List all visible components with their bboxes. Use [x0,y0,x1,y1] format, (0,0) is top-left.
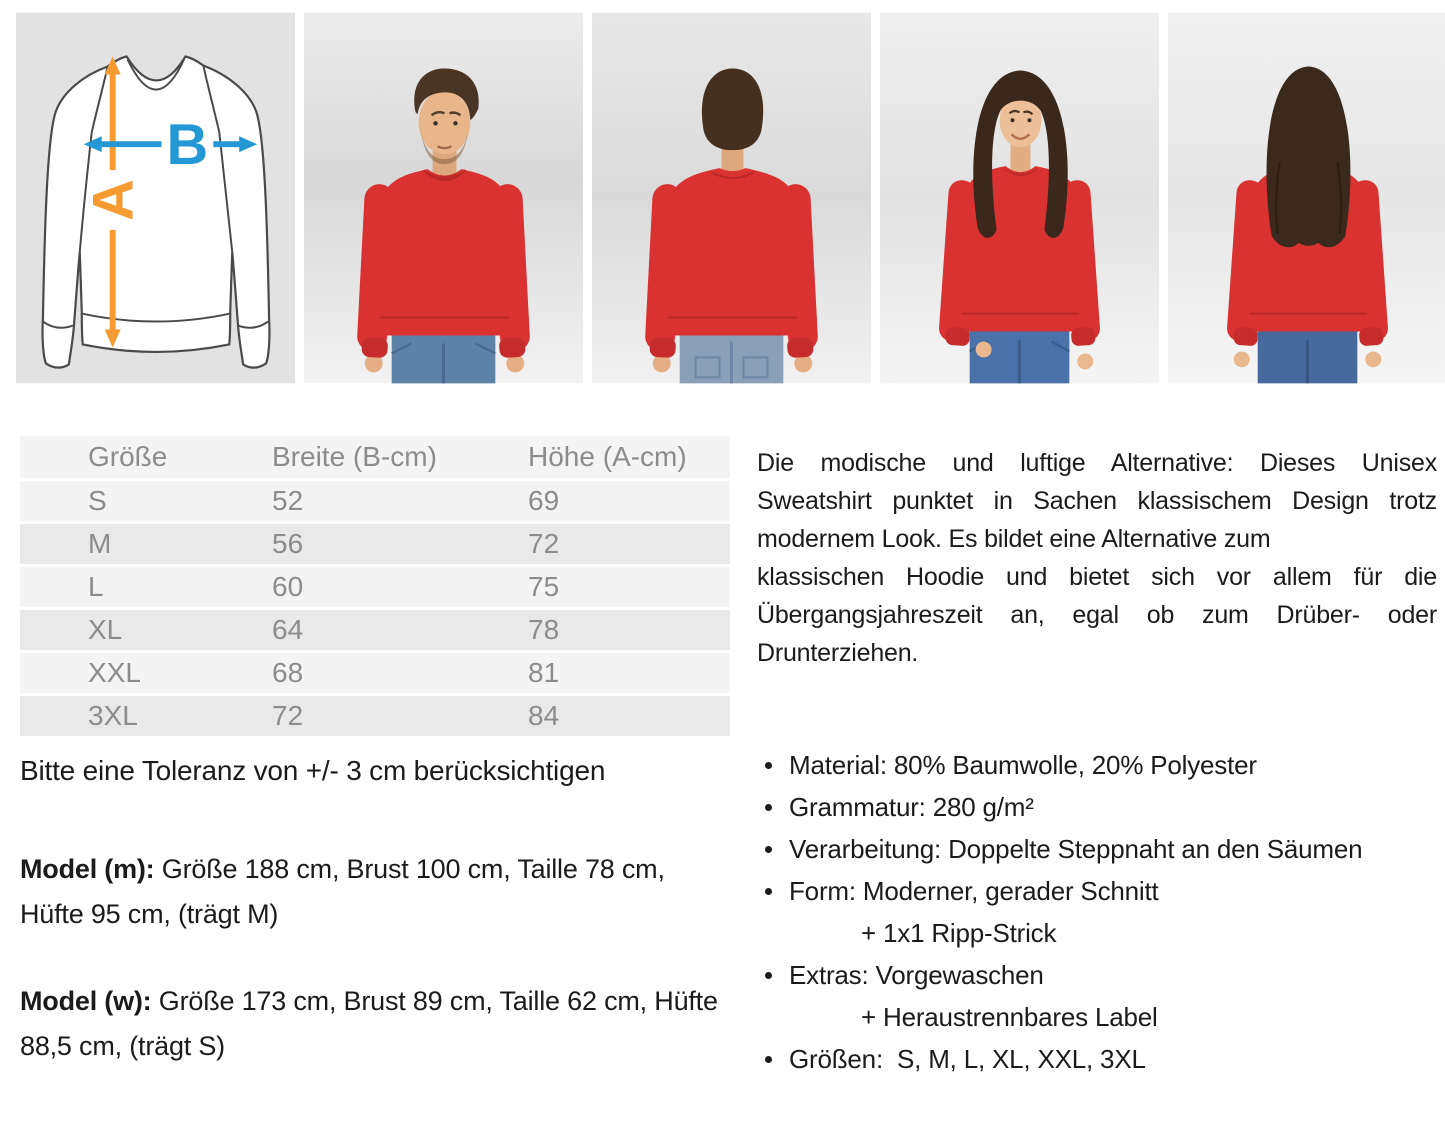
photo-woman-back-svg [1168,12,1445,384]
product-description [757,444,1437,672]
size-table-row [20,522,730,565]
column-header-groesse: Größe [20,436,272,479]
feature-extra-line: + 1x1 Ripp-Strick [861,918,1057,948]
size-diagram-svg [16,12,295,384]
cell-size: XL [20,608,272,651]
cell-breite: 72 [272,694,528,737]
photo-woman-back [1168,12,1445,384]
diagram-label-b: B [166,113,209,178]
size-table [20,436,730,739]
bullet-icon [765,888,772,895]
feature-text: Grammatur: 280 g/m² [789,792,1034,822]
cell-hoehe: 78 [528,608,730,651]
product-info-section [0,436,1445,1080]
column-header-breite: Breite (B-cm) [272,436,528,479]
cell-hoehe: 75 [528,565,730,608]
photo-man-front-svg [304,12,583,384]
diagram-label-a: A [81,179,146,221]
cell-hoehe: 72 [528,522,730,565]
feature-item [757,786,1437,828]
feature-item [757,954,1437,1038]
bullet-icon [765,804,772,811]
bullet-icon [765,972,772,979]
bullet-icon [765,1056,772,1063]
bullet-icon [765,846,772,853]
cell-hoehe: 81 [528,651,730,694]
size-table-row [20,694,730,737]
size-table-row [20,565,730,608]
cell-hoehe: 84 [528,694,730,737]
cell-breite: 56 [272,522,528,565]
description-column [757,436,1437,1080]
photo-man-front [304,12,583,384]
description-paragraph-2: klassischen Hoodie und bietet sich vor allem für die Übergangsjahreszeit an, egal ob zum Drüber- oder Drunterziehen. [757,563,1437,667]
cell-breite: 52 [272,479,528,522]
model-w-label: Model (w): [20,985,152,1016]
product-image-gallery [0,0,1445,384]
feature-text: Verarbeitung: Doppelte Steppnaht an den Säumen [789,834,1363,864]
cell-size: 3XL [20,694,272,737]
size-table-row [20,479,730,522]
cell-size: S [20,479,272,522]
cell-breite: 64 [272,608,528,651]
column-header-hoehe: Höhe (A-cm) [528,436,730,479]
cell-size: L [20,565,272,608]
feature-text: Größen: S, M, L, XL, XXL, 3XL [789,1044,1146,1074]
model-m-text: Größe 188 cm, Brust 100 cm, Taille 78 cm, Hüfte 95 cm, (trägt M) [20,853,665,929]
cell-hoehe: 69 [528,479,730,522]
feature-text: Material: 80% Baumwolle, 20% Polyester [789,750,1257,780]
size-diagram-tile [16,12,295,384]
photo-man-back [592,12,871,384]
feature-text: Extras: Vorgewaschen [789,960,1044,990]
size-info-column [20,436,732,1080]
bullet-icon [765,762,772,769]
model-m-note [20,847,722,937]
photo-man-back-svg [592,12,871,384]
feature-item [757,828,1437,870]
cell-breite: 60 [272,565,528,608]
photo-woman-front [880,12,1159,384]
model-w-text: Größe 173 cm, Brust 89 cm, Taille 62 cm, Hüfte 88,5 cm, (trägt S) [20,985,718,1061]
size-table-row [20,651,730,694]
cell-size: XXL [20,651,272,694]
feature-list [757,744,1437,1080]
size-table-row [20,608,730,651]
feature-item [757,870,1437,954]
model-m-label: Model (m): [20,853,155,884]
feature-extra-line: + Heraustrennbares Label [861,1002,1158,1032]
feature-text: Form: Moderner, gerader Schnitt [789,876,1159,906]
tolerance-note: Bitte eine Toleranz von +/- 3 cm berücksichtigen [20,754,606,786]
cell-size: M [20,522,272,565]
description-paragraph-1: Die modische und luftige Alternative: Dieses Unisex Sweatshirt punktet in Sachen klassischem Design trotz modernem Look. Es bildet eine Alternative zum [757,449,1437,553]
cell-breite: 68 [272,651,528,694]
size-table-header-row [20,436,730,479]
feature-item [757,744,1437,786]
photo-woman-front-svg [880,12,1159,384]
model-w-note [20,979,722,1069]
feature-item [757,1038,1437,1080]
